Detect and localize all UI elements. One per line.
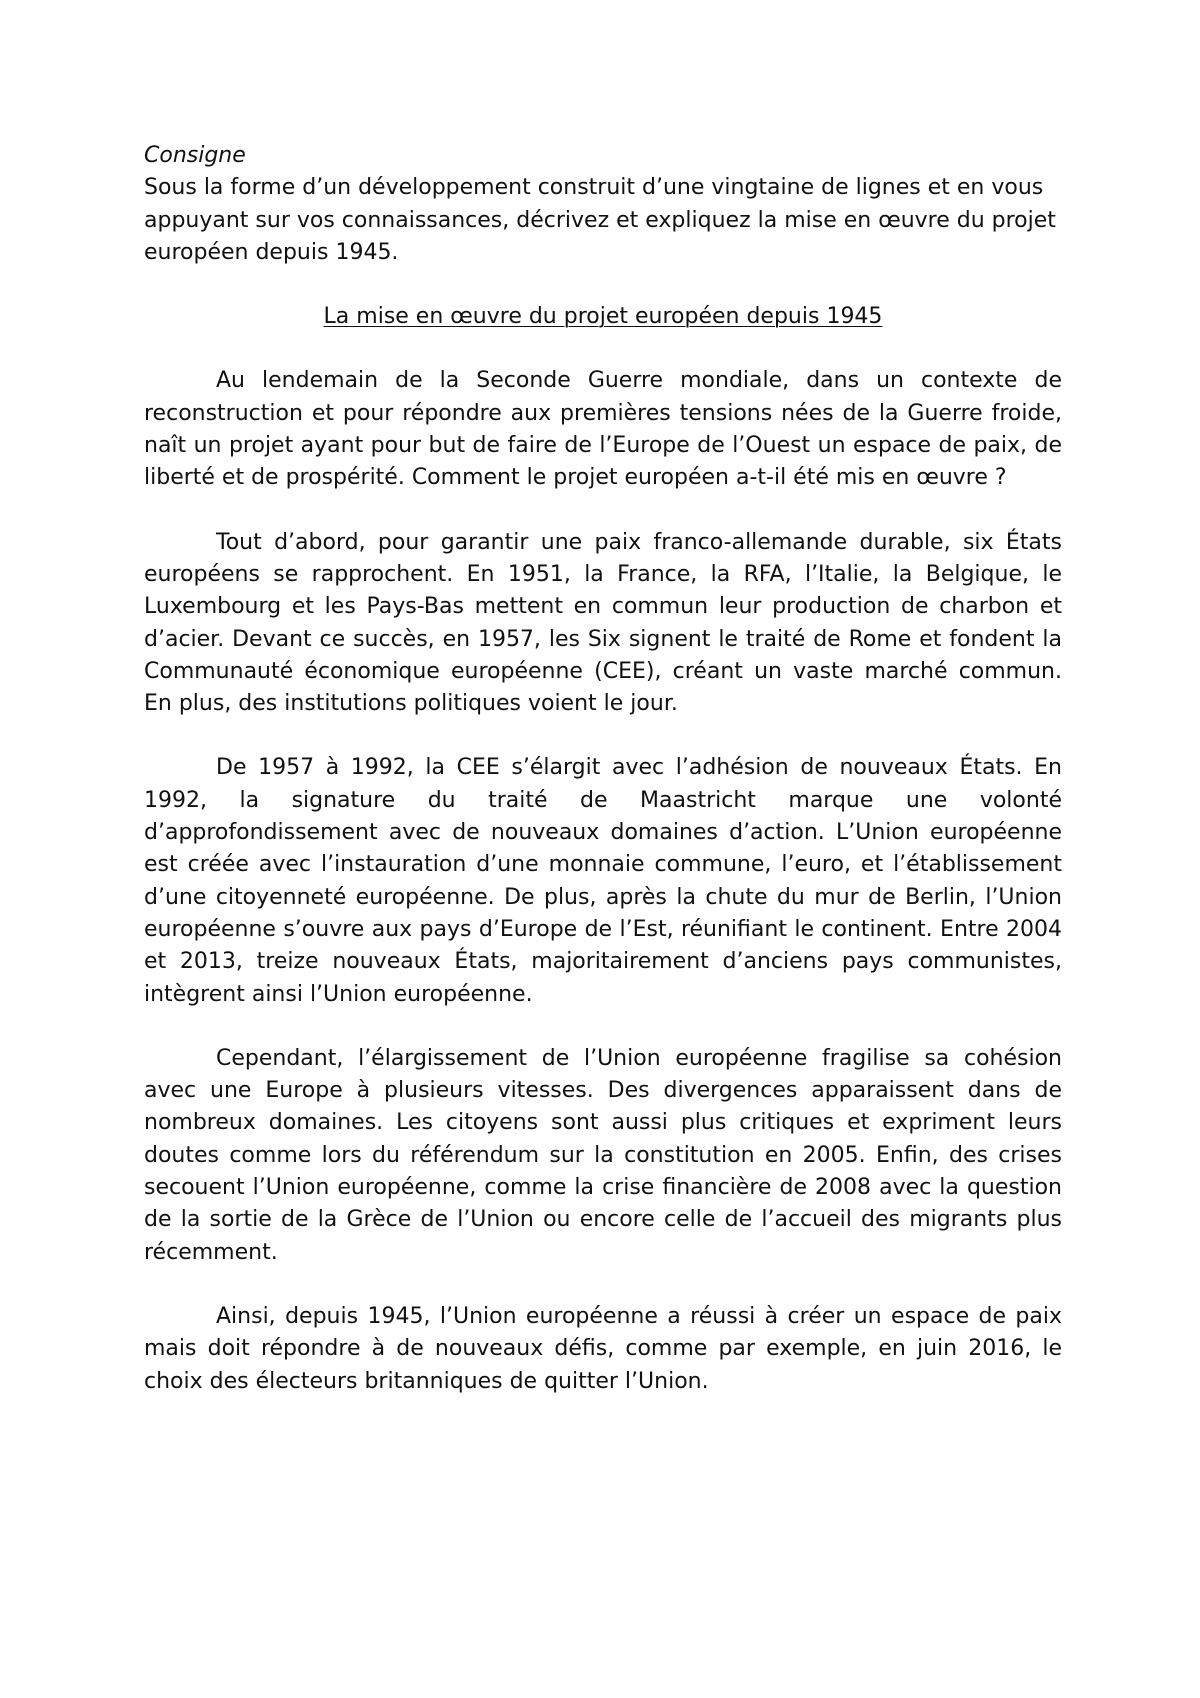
document-body bbox=[144, 140, 1062, 1398]
paragraph-conclusion: Ainsi, depuis 1945, l’Union européenne a réussi à créer un espace de paix mais doit répondre à de nouveaux défis, comme par exemple, en juin 2016, le choix des électeurs britanniques de quitter l’Union. bbox=[144, 1303, 1062, 1394]
paragraph-introduction: Au lendemain de la Seconde Guerre mondiale, dans un contexte de reconstruction et pour répondre aux premières tensions nées de la Guerre froide, naît un projet ayant pour but de faire de l’Europe de l’Ouest un espace de paix, de liberté et de prospérité. Comment le projet européen a-t-il été mis en œuvre ? bbox=[144, 368, 1062, 491]
paragraph-first-part: Tout d’abord, pour garantir une paix franco-allemande durable, six États européens se rapprochent. En 1951, la France, la RFA, l’Italie, la Belgique, le Luxembourg et les Pays-Bas mettent en commun leur production de charbon et d’acier. Devant ce succès, en 1957, les Six signent le traité de Rome et fondent la Communauté économique européenne (CEE), créant un vaste marché commun. En plus, des institutions politiques voient le jour. bbox=[144, 529, 1062, 717]
consigne-label: Consigne bbox=[144, 143, 246, 168]
paragraph-second-part: De 1957 à 1992, la CEE s’élargit avec l’adhésion de nouveaux États. En 1992, la signature du traité de Maastricht marque une volonté d’approfondissement avec de nouveaux domaines d’action. L’Union européenne est créée avec l’instauration d’une monnaie commune, l’euro, et l’établissement d’une citoyenneté européenne. De plus, après la chute du mur de Berlin, l’Union européenne s’ouvre aux pays d’Europe de l’Est, réunifiant le continent. Entre 2004 et 2013, treize nouveaux États, majoritairement d’anciens pays communistes, intègrent ainsi l’Union européenne. bbox=[144, 755, 1062, 1007]
paragraph-third-part: Cependant, l’élargissement de l’Union européenne fragilise sa cohésion avec une Europe à plusieurs vitesses. Des divergences apparaissent dans de nombreux domaines. Les citoyens sont aussi plus critiques et expriment leurs doutes comme lors du référendum sur la constitution en 2005. Enfin, des crises secouent l’Union européenne, comme la crise financière de 2008 avec la question de la sortie de la Grèce de l’Union ou encore celle de l’accueil des migrants plus récemment. bbox=[144, 1045, 1062, 1265]
document-title: La mise en œuvre du projet européen depuis 1945 bbox=[323, 304, 883, 330]
consigne-text: Sous la forme d’un développement construit d’une vingtaine de lignes et en vous appuyant sur vos connaissances, décrivez et expliquez la mise en œuvre du projet européen depuis 1945. bbox=[144, 175, 1056, 265]
